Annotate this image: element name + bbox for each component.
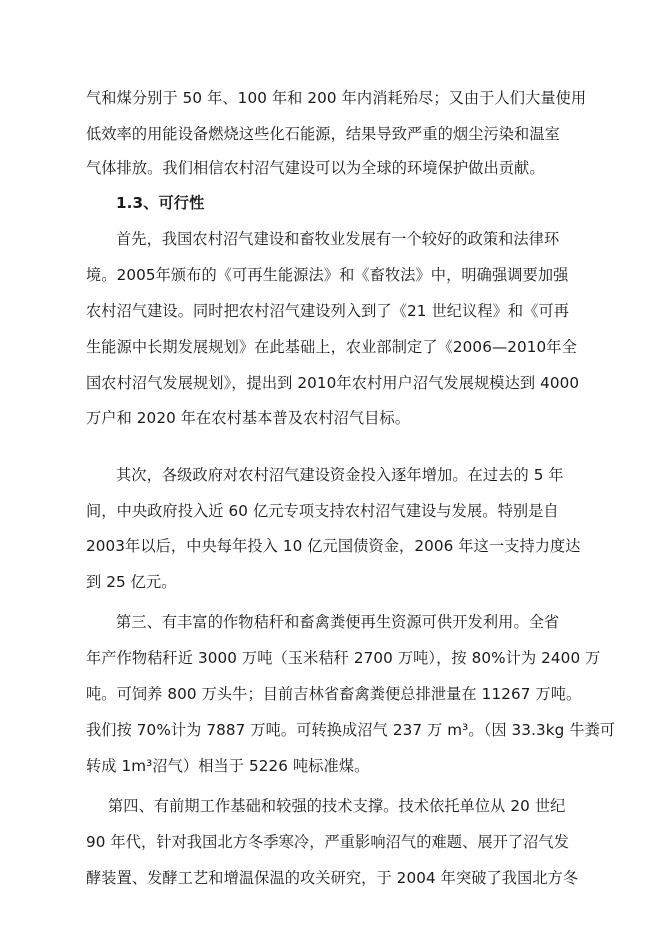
text-line: 间，中央政府投入近 60 亿元专项支持农村沼气建设与发展。特别是自 <box>86 502 559 520</box>
text-line: 农村沼气建设。同时把农村沼气建设列入到了《21 世纪议程》和《可再 <box>86 302 570 320</box>
text-line: 气和煤分别于 50 年、100 年和 200 年内消耗殆尽；又由于人们大量使用 <box>86 89 587 107</box>
text-line: 90 年代，针对我国北方冬季寒冷，严重影响沼气的难题、展开了沼气发 <box>86 833 570 851</box>
text-line: 转成 1m³沼气）相当于 5226 吨标准煤。 <box>86 757 370 775</box>
text-line: 吨。可饲养 800 万头牛；目前吉林省畜禽粪便总排泄量在 11267 万吨。 <box>86 685 582 703</box>
text-line: 气体排放。我们相信农村沼气建设可以为全球的环境保护做出贡献。 <box>86 159 545 177</box>
text-line: 酵装置、发酵工艺和增温保温的攻关研究，于 2004 年突破了我国北方冬 <box>86 869 579 887</box>
text-line: 首先，我国农村沼气建设和畜牧业发展有一个较好的政策和法律环 <box>116 230 560 248</box>
text-line: 国农村沼气发展规划》，提出到 2010年农村用户沼气发展规模达到 4000 <box>86 374 580 392</box>
text-line: 我们按 70%计为 7887 万吨。可转换成沼气 237 万 m³。（因 33.3kg 牛粪可 <box>86 721 616 739</box>
text-line: 生能源中长期发展规划》在此基础上，农业部制定了《2006—2010年全 <box>86 338 577 356</box>
text-line: 年产作物秸秆近 3000 万吨（玉米秸秆 2700 万吨），按 80%计为 2400 万 <box>86 649 601 667</box>
text-line: 到 25 亿元。 <box>86 573 177 591</box>
text-line: 境。2005年颁布的《可再生能源法》和《畜牧法》中，明确强调要加强 <box>86 266 569 284</box>
text-line: 其次，各级政府对农村沼气建设资金投入逐年增加。在过去的 5 年 <box>116 466 564 484</box>
text-line: 第四、有前期工作基础和较强的技术支撑。技术依托单位从 20 世纪 <box>108 797 566 815</box>
section-heading: 1.3、可行性 <box>116 194 205 212</box>
text-line: 低效率的用能设备燃烧这些化石能源，结果导致严重的烟尘污染和温室 <box>86 125 560 143</box>
text-line: 第三、有丰富的作物秸秆和畜禽粪便再生资源可供开发利用。全省 <box>116 613 560 631</box>
text-line: 2003年以后，中央每年投入 10 亿元国债资金，2006 年这一支持力度达 <box>86 537 581 555</box>
text-line: 万户和 2020 年在农村基本普及农村沼气目标。 <box>86 409 411 427</box>
